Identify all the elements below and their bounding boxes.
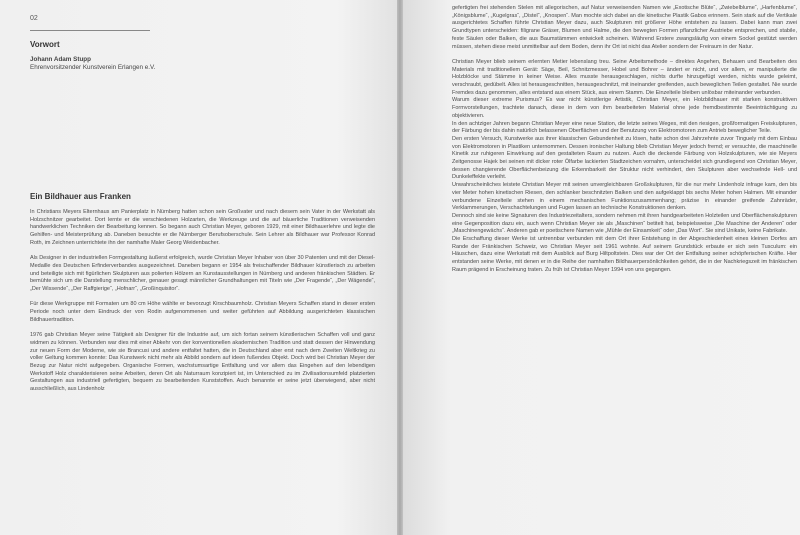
author-role: Ehrenvorsitzender Kunstverein Erlangen e.V. bbox=[30, 64, 156, 72]
page-number: 02 bbox=[30, 15, 38, 22]
paragraph: 1976 gab Christian Meyer seine Tätigkeit als Designer für die Industrie auf, um sich fortan seinem künstlerischen Schaffen voll und ganz widmen zu können. Verbunden war dies mit einer Abkehr von der konventionellen akademischen Tradition und statt dessen der Hinwendung zur neuen Form der Moderne, wie sie Brancusi und andere entfaltet hatten, die in Deutschland aber erst nach dem Zweiten Weltkrieg zu voller Geltung kommen konnte: Das Kunstwerk nicht mehr als Abbild sondern auf ideen fußendes Objekt. Doch wird bei Christian Meyer der Bezug zur Natur nicht aufgegeben. Organische Formen, wachstumsartige Entfaltung und vor allem das Eingehen auf den lebendigen Werkstoff Holz charakterisieren seine Arbeiten, deren Ort als Naturraum konzipiert ist, im Unterschied zu im Zivilisationsumfeld platzierten Gestaltungen aus industriell gefertigten, bequem zu bearbeitenden Kunststoffen. Auch benannte er seine jetzt überwiegend, aber nicht ausschließlich, aus Lindenholz bbox=[30, 332, 375, 393]
foreword-heading: Vorwort bbox=[30, 40, 60, 49]
header-rule bbox=[30, 30, 150, 31]
paragraph: Christian Meyer blieb seinem erlernten Metier lebenslang treu. Seine Arbeitsmethode – direktes Angehen, Behauen und Bearbeiten des Materials mit traditionellem Gerät: Säge, Beil, Schnitzmesser, Hobel und Bohrer – ändert er nicht, und vor allem, er manipulierte die Holzblöcke und Stämme in keiner Weise. Alles musste herausgeschlagen, nichts durfte hinzugefügt werden, nichts wurde geleimt, verschraubt, gedübelt. Alles ist herausgeschnitten, herausgeschnitzt, mit ineinander greifenden, auch beweglichen Teilen gestaltet. Nie wurde Fremdes dazu genommen, alles entstand aus einem Stück, aus einem Stamm. Die Einzelteile bleiben unlösbar miteinander verbunden. Warum dieser extreme Purismus? Es war nicht künstlerige Artistik, Christian Meyer, ein Holzbildhauer mit starken konstruktiven Formvorstellungen, trachtete danach, diese in dem von ihm bearbeiteten Material ohne jede fremdbestimmte Beeinträchtigung zu objektivieren. In den achtziger Jahren begann Christian Meyer eine neue Station, die letzte seines Weges, mit den riesigen, großformatigen Freiskulpturen, der Färbung der bis dahin natürlich belassenen Oberflächen und der Benutzung von Elektromotoren zum Antrieb beweglicher Teile. Den ersten Versuch, Kunstwerke aus ihrer klassischen Gebundenheit zu lösen, hatte schon drei Jahrzehnte zuvor Tinguely mit dem Einbau von Elektromotoren in Plastiken unternommen. Dessen ironischer Haltung blieb Christian Meyer jedoch fremd; er versuchte, die maschinelle Kinetik zur ruhigeren Einwirkung auf den gestalteten Raum zu nutzen. Auch die deckende Färbung von Holzskulpturen, wie sie Meyers Zeitgenosse Hajek bei seinen mit dicker roter Ölfarbe lackierten Stadtzeichen vornahm, unterscheidet sich grundlegend von Christian Meyer, dessen changierende Oberflächenbeizung die Erkennbarkeit der Struktur nicht verhindert, den Skulpturen aber wechselnde Hell- und Dunkeleffekte verleiht. Unwahrscheinliches leistete Christian Meyer mit seinen unvergleichbaren Großskulpturen, für die nur mehr Lindenholz infrage kam, den bis vier Meter hohen kinetischen Riesen, den schlanker beschnitzten Balken und den aufgeklappt bis sechs Meter hohen Halmen. Mit einander verbundene Einzelteile stehen in einem mechanischen Funktionszusammenhang; präzise in einander greifende Zahnräder, Verklammerungen, Verschachtelungen und Fugen lassen an technische Konstruktionen denken. Dennoch sind sie keine Signaturen des Industriezeitalters, sondern nehmen mit ihren handgearbeiteten Holzteilen und Oberflächenskulpturen eine Gegenposition dazu ein, auch wenn Christian Meyer sie als „Maschinen“ betitelt hat, beispielsweise „Die Maschine der Anderen“ oder „Maschinengewächs“. Anderen gab er poetischere Namen wie „Mühle der Einsamkeit“ oder „Das Wort“. Sie sind Unikate, keine Fabrikate. Die Erschaffung dieser Werke ist untrennbar verbunden mit dem Ort ihrer Entstehung in der Abgeschiedenheit eines kleinen Dorfes am Rande der Fränkischen Schweiz, wo Christian Meyer seit 1961 wohnte. Auf seinem Grundstück erbaute er sich sein Tusculum: ein Häuschen, dazu eine Werkstatt mit dem Ausblick auf Burg Hiltpoltstein. Dies war der Ort der Entfaltung seiner schöpferischen Kräfte. Hier entstanden seine Werke, mit denen er in die Reihe der namhaften Bildhauerpersönlichkeiten gehört, die in der Nachkriegszeit im fränkischen Raum prägend in Erscheinung traten. Zu früh ist Christian Meyer 1994 von uns gegangen. bbox=[452, 58, 797, 273]
author-block bbox=[30, 56, 155, 73]
paragraph: Für diese Werkgruppe mit Formaten um 80 cm Höhe wählte er bevorzugt Kirschbaumholz. Christian Meyers Schaffen stand in dieser ersten Periode noch unter dem Eindruck der von Rodin aufgenommenen und weiter geführten auf Abbildung ausgerichteten klassischen Bildhauertradition. bbox=[30, 301, 375, 323]
section-title: Ein Bildhauer aus Franken bbox=[30, 192, 131, 201]
author-name: Johann Adam Stupp bbox=[30, 56, 91, 63]
paragraph: Als Designer in der industriellen Formgestaltung äußerst erfolgreich, wurde Christian Meyer Inhaber von über 30 Patenten und mit der Diesel-Medaille des Deutschen Erfinderverbandes ausgezeichnet. Daneben begann er 1954 als freischaffender Bildhauer künstlerisch zu arbeiten und beteiligte sich mit figürlichen Skulpturen aus polierten Hölzern an Kunstausstellungen in Nürnberg und anderen fränkischen Städten. Er bemühte sich um die Darstellung menschlicher, genauer gesagt männlicher Grundhaltungen mit Titeln wie „Der Fragende“, „Der Wägende“, „Der Wissende“, „Der Raffgierige“, „Hofnarr“, „Großinquisitor“. bbox=[30, 255, 375, 293]
paragraph: gefertigten frei stehenden Stelen mit allegorischen, auf Natur verweisenden Namen wie „Exotische Blüte“, „Zwiebelblume“, „Harfenblume“, „Königsblume“, „Kugelgras“, „Distel“, „Knospen“. Man mochte sich dabei an die kinetische Plastik Gabos erinnern. Sein stark auf die Vertikale ausgerichtetes Schaffen führte Christian Meyer dazu, auch Skulpturen mit größerer Höhe entstehen zu lassen. Dabei kann man zwei Grundtypen unterscheiden: filigrane Gräser, Blumen und Halme, die den bewegten Formen pflanzlicher Austriebe entsprechen, und stabile, feste Säulen oder Balken, die aus Baumstämmen entwickelt scheinen. Während Erstere zwangsläufig von einem Sockel gestützt werden müssen, stehen diese meist unmittelbar auf dem Boden, denn ihr Ort ist nicht das Atelier sondern der Freiraum in der Natur. bbox=[452, 5, 797, 50]
paragraph: In Christians Meyers Elternhaus am Panierplatz in Nürnberg hatten schon sein Großvater und nach diesem sein Vater in der Werkstatt als Holzschnitzer gearbeitet. Dort lernte er die verschiedenen Holzarten, die Werkzeuge und die auf bäuerliche Traditionen verweisenden handwerklichen Techniken der Bearbeitung kennen. So begann auch Christian Meyer, geboren 1929, mit einer Bildhauerlehre und legte die Gehilfen- und Meisterprüfung ab. Daneben besuchte er die Nürnberger Berufsoberschule. Sein Lehrer als Bildhauer war Professor Konrad Roth, im Zeichnen unterrichtete ihn der namhafte Maler Georg Weidenbacher. bbox=[30, 209, 375, 246]
right-body-text bbox=[452, 5, 797, 282]
left-body-text bbox=[30, 209, 375, 402]
